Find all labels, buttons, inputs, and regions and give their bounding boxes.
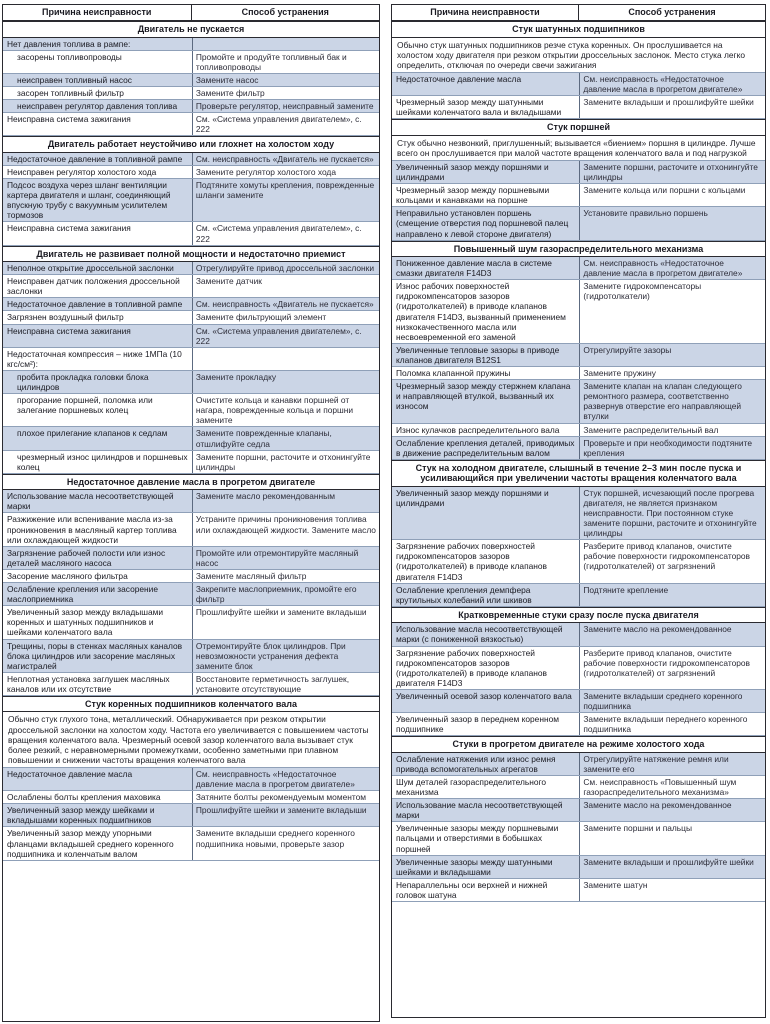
table-row (392, 280, 765, 344)
table-row (3, 38, 379, 51)
section-title: Стук поршней (392, 119, 765, 136)
remedy-cell: Промойте или отремонтируйте масляный насос (195, 547, 359, 568)
cause-cell: неисправен регулятор давления топлива (3, 100, 193, 112)
cause-cell: Загрязнен воздушный фильтр (3, 311, 193, 323)
remedy-cell: Замените вкладыши среднего коренного подшипника (583, 690, 743, 711)
remedy-cell: Прошлифуйте шейки и замените вкладыши (195, 607, 367, 618)
table-row (3, 275, 379, 298)
remedy-header: Способ устранения (241, 7, 329, 17)
cause-cell: Чрезмерный зазор между стержнем клапана и направляющей втулкой, вызванный их износом (392, 380, 580, 422)
table-row (392, 584, 765, 607)
cause-cell: Чрезмерный зазор между шатунными шейками коленчатого вала и вкладышами (392, 96, 580, 118)
table-row (3, 371, 379, 394)
table-row (3, 179, 379, 222)
cause-cell: Недостаточное давление масла (3, 768, 193, 790)
cause-cell: Подсос воздуха через шланг вентиляции картера двигателя и шланг, соединяющий впускную трубу с вакуумным усилителем тормозов (3, 179, 193, 221)
section-title: Стук на холодном двигателе, слышный в течение 2–3 мин после пуска и усиливающийся при увеличении частоты вращения коленчатого вала (392, 460, 765, 487)
table-row (3, 513, 379, 546)
cause-cell: Увеличенный зазор между поршнями и цилиндрами (392, 487, 580, 539)
remedy-cell: См. неисправность «Недостаточное давление масла в прогретом двигателе» (195, 768, 355, 790)
fault-section (392, 736, 765, 902)
section-title: Стук шатунных подшипников (392, 21, 765, 38)
table-row (3, 153, 379, 166)
remedy-cell: Замените вкладыши и прошлифуйте шейки (583, 97, 754, 108)
remedy-cell: Замените масло на рекомендованное (583, 624, 732, 635)
remedy-cell: Отрегулируйте зазоры (583, 344, 672, 355)
table-row (392, 344, 765, 367)
table-row (3, 427, 379, 450)
section-title: Двигатель не пускается (3, 21, 379, 38)
remedy-cell: Установите правильно поршень (583, 208, 708, 219)
cause-header: Причина неисправности (392, 5, 579, 20)
table-row (3, 804, 379, 827)
left-column (2, 4, 380, 1022)
remedy-header: Способ устранения (628, 7, 716, 17)
cause-cell: Износ рабочих поверхностей гидрокомпенсаторов зазоров (гидротолкателей) в приводе клапанов двигателя F14D3, вызванный применением низкокачественного масла или несвоевременной его заменой (392, 280, 580, 343)
cause-header: Причина неисправности (3, 5, 192, 20)
cause-cell: Неисправен датчик положения дроссельной заслонки (3, 275, 193, 297)
section-title: Кратковременные стуки сразу после пуска двигателя (392, 607, 765, 624)
fault-section (3, 21, 379, 136)
table-row (392, 690, 765, 713)
remedy-cell: См. неисправность «Недостаточное давление масла в прогретом двигателе» (583, 73, 743, 94)
remedy-cell: Замените кольца или поршни с кольцами (583, 185, 746, 196)
remedy-cell: Стук поршней, исчезающий после прогрева двигателя, не является признаком неисправности. При постоянном стуке замените поршни, расточите и отхонингуйте цилиндры (583, 487, 757, 539)
section-title: Двигатель работает неустойчиво или глохнет на холостом ходу (3, 136, 379, 153)
remedy-cell: Замените поршни и пальцы (583, 823, 692, 834)
table-row (392, 184, 765, 207)
table-row (3, 606, 379, 639)
cause-cell: Загрязнение рабочих поверхностей гидрокомпенсаторов зазоров (гидротолкателей) в приводе клапанов двигателя F14D3 (392, 540, 580, 582)
right-column (391, 4, 766, 1018)
table-row (3, 298, 379, 311)
remedy-cell: Замените регулятор холостого хода (195, 166, 336, 177)
fault-section (392, 607, 765, 736)
table-row (392, 856, 765, 879)
cause-cell: Ослаблены болты крепления маховика (3, 791, 193, 803)
table-row (3, 74, 379, 87)
table-row (3, 262, 379, 275)
table-row (392, 647, 765, 690)
section-note: Обычно стук глухого тона, металлический. Обнаруживается при резком открытии дроссельной заслонки на холостом ходу. Частота его увеличивается с повышением частоты вращения коленчатого вала. Чрезмерный осевой зазор коленчатого вала вызывает стук более резкий, с неравномерными промежутками, особенно заметными при плавном повышении и снижении частоты вращения коленчатого вала (3, 712, 379, 767)
remedy-cell: Замените насос (195, 74, 259, 85)
cause-cell: Трещины, поры в стенках масляных каналов блока цилиндров или засорение масляных магистралей (3, 640, 193, 672)
cause-cell: Износ кулачков распределительного вала (392, 424, 580, 436)
cause-cell: Недостаточное давление в топливной рампе (3, 298, 193, 310)
remedy-cell: См. неисправность «Двигатель не пускается» (195, 299, 374, 310)
table-row (3, 640, 379, 673)
section-title: Стуки в прогретом двигателе на режиме холостого хода (392, 736, 765, 753)
cause-cell: Неправильно установлен поршень (смещение отверстия под поршневой палец направлено к левой стороне двигателя) (392, 207, 580, 239)
table-row (392, 207, 765, 240)
remedy-cell: Отремонтируйте блок цилиндров. При невозможности устранения дефекта замените блок (195, 640, 346, 671)
table-row (3, 394, 379, 427)
remedy-cell: Замените прокладку (195, 371, 277, 382)
remedy-cell: Отрегулируйте привод дроссельной заслонки (195, 263, 375, 274)
remedy-cell: Закрепите маслоприемник, промойте его фильтр (195, 584, 357, 605)
cause-cell: неисправен топливный насос (3, 74, 193, 86)
cause-cell: Ослабление крепления демпфера крутильных колебаний или шкивов (392, 584, 580, 606)
cause-cell: засорен топливный фильтр (3, 87, 193, 99)
table-row (392, 753, 765, 776)
table-row (3, 570, 379, 583)
cause-cell: Недостаточное давление масла (392, 73, 580, 95)
cause-cell: Использование масла несоответствующей марки (с пониженной вязкостью) (392, 623, 580, 645)
remedy-cell: Замените фильтр (195, 87, 265, 98)
table-row (3, 768, 379, 791)
cause-cell: Засорение масляного фильтра (3, 570, 193, 582)
table-row (3, 51, 379, 74)
remedy-cell: Замените масло на рекомендованное (583, 800, 732, 811)
table-row (392, 367, 765, 380)
section-note: Обычно стук шатунных подшипников резче стука коренных. Он прослушивается на холостом ходу двигателя при резком открытии дроссельных заслонок. Место стука легко определить, отключая по очереди свечи зажигания (392, 38, 765, 73)
section-note: Стук обычно незвонкий, приглушенный; вызывается «биением» поршня в цилиндре. Лучше всего он прослушивается при малой частоте вращения коленчатого вала и под нагрузкой (392, 136, 765, 161)
table-row (3, 583, 379, 606)
remedy-cell: Замените масло рекомендованным (195, 491, 335, 502)
remedy-cell: Замените масляный фильтр (195, 570, 307, 581)
cause-cell: прогорание поршней, поломка или залегание поршневых колец (3, 394, 193, 426)
cause-cell: Поломка клапанной пружины (392, 367, 580, 379)
cause-cell: Увеличенный осевой зазор коленчатого вала (392, 690, 580, 712)
cause-cell: Нет давления топлива в рампе: (3, 38, 193, 50)
fault-section (3, 474, 379, 696)
cause-cell: Ослабление натяжения или износ ремня привода вспомогательных агрегатов (392, 753, 580, 775)
section-title: Повышенный шум газораспределительного механизма (392, 241, 765, 258)
cause-cell: Увеличенные тепловые зазоры в приводе клапанов двигателя B12S1 (392, 344, 580, 366)
cause-cell: Разжижение или вспенивание масла из-за проникновения в масляный картер топлива или охлаждающей жидкости (3, 513, 193, 545)
section-title: Стук коренных подшипников коленчатого вала (3, 696, 379, 713)
cause-cell: Пониженное давление масла в системе смазки двигателя F14D3 (392, 257, 580, 279)
fault-section (392, 119, 765, 240)
cause-cell: Неисправна система зажигания (3, 113, 193, 135)
table-row (392, 822, 765, 855)
fault-section (392, 460, 765, 607)
cause-cell: Неисправна система зажигания (3, 325, 193, 347)
cause-cell: Увеличенный зазор в переднем коренном подшипнике (392, 713, 580, 735)
cause-cell: Неполное открытие дроссельной заслонки (3, 262, 193, 274)
table-row (3, 100, 379, 113)
remedy-cell: Устраните причины проникновения топлива или охлаждающей жидкости. Замените масло (195, 514, 376, 535)
table-row (3, 673, 379, 696)
table-row (3, 451, 379, 474)
table-row (392, 879, 765, 902)
table-row (392, 776, 765, 799)
cause-cell: Неисправен регулятор холостого хода (3, 166, 193, 178)
remedy-cell: Замените вкладыши переднего коренного подшипника (583, 714, 748, 735)
remedy-cell: Замените вкладыши и прошлифуйте шейки (583, 856, 754, 867)
remedy-cell: Подтяните крепление (583, 584, 669, 595)
table-row (3, 547, 379, 570)
cause-cell: Чрезмерный зазор между поршневыми кольцами и канавками на поршне (392, 184, 580, 206)
table-row (392, 96, 765, 119)
table-row (392, 380, 765, 423)
cause-cell: Ослабление крепления деталей, приводимых в движение распределительным валом (392, 437, 580, 459)
cause-cell: Неплотная установка заглушек масляных каналов или их отсутствие (3, 673, 193, 695)
remedy-cell: Замените вкладыши среднего коренного подшипника новыми, проверьте зазор (195, 828, 355, 849)
cause-cell: засорены топливопроводы (3, 51, 193, 73)
remedy-cell: Замените поршни, расточите и отхонингуйте цилиндры (583, 161, 758, 183)
remedy-cell: Очистите кольца и канавки поршней от нагара, поврежденные кольца и поршни замените (195, 395, 354, 426)
cause-cell: Увеличенный зазор между вкладышами коренных и шатунных подшипников и шейками коленчатого вала (3, 606, 193, 638)
table-row (392, 713, 765, 736)
fault-section (392, 21, 765, 119)
cause-cell: Ослабление крепления или засорение маслоприемника (3, 583, 193, 605)
cause-cell: Использование масла несоответствующей марки (3, 490, 193, 512)
table-row (392, 799, 765, 822)
remedy-cell: См. неисправность «Двигатель не пускается» (195, 153, 374, 164)
table-row (3, 325, 379, 348)
fault-section (392, 241, 765, 460)
remedy-cell: Проверьте регулятор, неисправный замените (195, 101, 374, 112)
cause-cell: Загрязнение рабочих поверхностей гидрокомпенсаторов зазоров (гидротолкателей) в приводе клапанов двигателя F14D3 (392, 647, 580, 689)
cause-cell: пробита прокладка головки блока цилиндров (3, 371, 193, 393)
remedy-cell: Разберите привод клапанов, очистите рабочие поверхности гидрокомпенсаторов (гидротолкателей) от загрязнений (583, 541, 750, 572)
remedy-cell: Прошлифуйте шейки и замените вкладыши (195, 805, 367, 816)
cause-cell: Увеличенный зазор между шейками и вкладышами коренных подшипников (3, 804, 193, 826)
cause-cell: Неисправна система зажигания (3, 222, 193, 244)
fault-section (3, 696, 379, 861)
remedy-cell: Проверьте и при необходимости подтяните крепления (583, 437, 753, 458)
table-row (3, 166, 379, 179)
section-title: Двигатель не развивает полной мощности и недостаточно приемист (3, 246, 379, 263)
cause-cell: чрезмерный износ цилиндров и поршневых колец (3, 451, 193, 473)
remedy-cell: Разберите привод клапанов, очистите рабочие поверхности гидрокомпенсаторов (гидротолкателей) от загрязнений (583, 647, 750, 678)
table-row (392, 623, 765, 646)
remedy-cell: Замените клапан на клапан следующего ремонтного размера, соответственно развернув отверстие его направляющей втулки (583, 381, 742, 422)
remedy-cell: Замените гидрокомпенсаторы (гидротолкатели) (583, 281, 702, 302)
remedy-cell: Замените поврежденные клапаны, отшлифуйте седла (195, 428, 332, 449)
remedy-cell: См. «Система управления двигателем», с. 222 (195, 223, 362, 244)
table-row (3, 827, 379, 860)
table-row (392, 73, 765, 96)
table-row (3, 311, 379, 324)
remedy-cell (193, 38, 379, 50)
fault-section (3, 246, 379, 474)
table-row (392, 257, 765, 280)
remedy-cell: Подтяните хомуты крепления, поврежденные шланги замените (195, 180, 375, 201)
table-row (3, 222, 379, 245)
fault-section (3, 136, 379, 245)
table-row (3, 113, 379, 136)
table-row (392, 437, 765, 460)
table-row (392, 161, 765, 184)
cause-cell: Недостаточное давление в топливной рампе (3, 153, 193, 165)
remedy-cell: См. неисправность «Недостаточное давление масла в прогретом двигателе» (583, 258, 743, 279)
table-row (3, 87, 379, 100)
remedy-cell: См. «Система управления двигателем», с. 222 (195, 325, 362, 346)
cause-cell: Использование масла несоответствующей марки (392, 799, 580, 821)
column-header (3, 5, 379, 21)
cause-cell: Увеличенные зазоры между шатунными шейками и вкладышами (392, 856, 580, 878)
column-header (392, 5, 765, 21)
cause-cell: Загрязнение рабочей полости или износ деталей масляного насоса (3, 547, 193, 569)
remedy-cell: Замените распределительный вал (583, 424, 719, 435)
remedy-cell: См. неисправность «Повышенный шум газораспределительного механизма» (583, 776, 737, 798)
cause-cell: Недостаточная компрессия – ниже 1МПа (10 кгс/см²): (3, 348, 193, 370)
cause-cell: Увеличенный зазор между упорными фланцами вкладышей среднего коренного подшипника и коленчатым валом (3, 827, 193, 859)
remedy-cell: Замените пружину (583, 368, 656, 379)
remedy-cell: См. «Система управления двигателем», с. 222 (195, 114, 362, 135)
cause-cell: плохое прилегание клапанов к седлам (3, 427, 193, 449)
remedy-cell: Замените поршни, расточите и отхонингуйте цилиндры (195, 451, 371, 472)
remedy-cell: Замените шатун (583, 879, 648, 890)
table-row (3, 791, 379, 804)
table-row (3, 490, 379, 513)
table-row (392, 424, 765, 437)
cause-cell: Непараллельны оси верхней и нижней головок шатуна (392, 879, 580, 901)
section-title: Недостаточное давление масла в прогретом двигателе (3, 474, 379, 491)
table-row (392, 487, 765, 540)
table-row (3, 348, 379, 371)
remedy-cell: Замените фильтрующий элемент (195, 312, 327, 323)
cause-cell: Увеличенный зазор между поршнями и цилиндрами (392, 161, 580, 183)
cause-cell: Шум деталей газораспределительного механизма (392, 776, 580, 798)
remedy-cell (193, 348, 379, 370)
cause-cell: Увеличенные зазоры между поршневыми пальцами и отверстиями в бобышках поршней (392, 822, 580, 854)
remedy-cell: Замените датчик (195, 276, 262, 287)
remedy-cell: Затяните болты рекомендуемым моментом (195, 792, 367, 803)
table-row (392, 540, 765, 583)
remedy-cell: Отрегулируйте натяжение ремня или замените его (583, 753, 729, 774)
remedy-cell: Промойте и продуйте топливный бак и топливопроводы (195, 51, 347, 72)
remedy-cell: Восстановите герметичность заглушек, установите отсутствующие (195, 673, 350, 694)
